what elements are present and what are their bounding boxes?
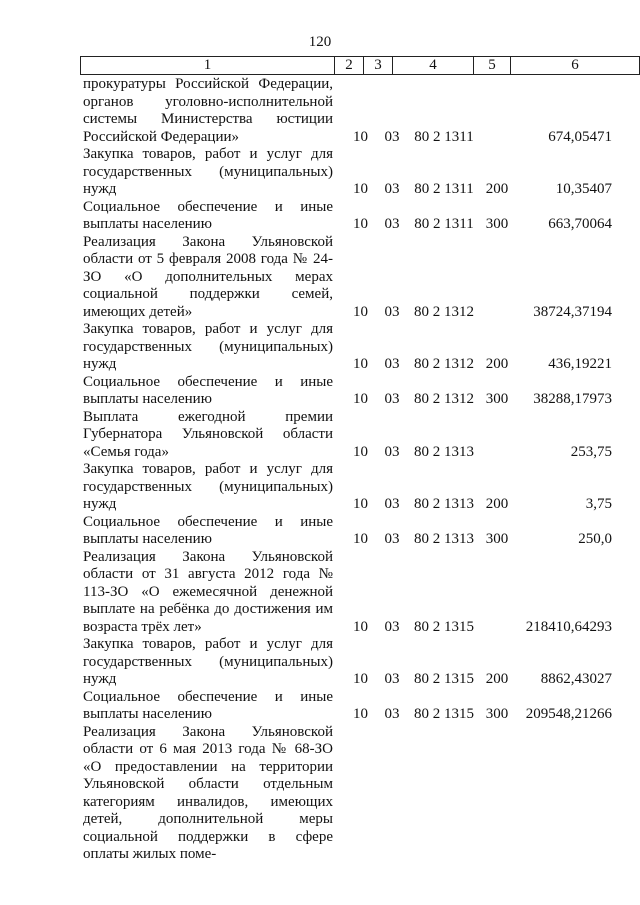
table-row xyxy=(0,461,640,514)
row-section: 10 xyxy=(353,181,368,197)
row-section: 10 xyxy=(353,216,368,232)
row-description: Социальное обеспечение и иные выплаты населению xyxy=(83,198,333,232)
row-description: Закупка товаров, работ и услуг для государственных (муниципальных) нужд xyxy=(83,461,333,512)
row-subsection: 03 xyxy=(384,216,400,232)
table-row xyxy=(0,409,640,462)
row-amount: 10,35407 xyxy=(555,181,612,197)
row-description: Реализация Закона Ульяновской области от 31 августа 2012 года № 113-ЗО «О ежемесячной денежной выплате на ребёнка до достижения им возраста трёх лет» xyxy=(83,548,333,635)
row-target-article: 80 2 1315 xyxy=(414,618,474,635)
row-section: 10 xyxy=(353,303,368,320)
table-row xyxy=(0,146,640,199)
row-target-article: 80 2 1311 xyxy=(414,181,474,197)
header-col-2: 2 xyxy=(335,57,364,75)
row-amount: 209548,21266 xyxy=(525,706,612,722)
header-col-6: 6 xyxy=(511,57,640,75)
row-section: 10 xyxy=(353,706,368,722)
row-expense-type: 200 xyxy=(485,671,509,687)
row-subsection: 03 xyxy=(384,128,400,145)
table-row xyxy=(0,549,640,637)
table-row xyxy=(0,724,640,864)
row-amount: 3,75 xyxy=(585,496,612,512)
row-amount: 674,05471 xyxy=(548,128,612,145)
row-amount: 218410,64293 xyxy=(525,618,612,635)
row-subsection: 03 xyxy=(384,706,400,722)
row-description: Реализация Закона Ульяновской области от 5 февраля 2008 года № 24-ЗО «О дополнительных мерах социальной поддержки семей, имеющих детей» xyxy=(83,233,333,320)
row-subsection: 03 xyxy=(384,618,400,635)
row-target-article: 80 2 1311 xyxy=(414,216,474,232)
row-section: 10 xyxy=(353,356,368,372)
row-section: 10 xyxy=(353,443,368,460)
row-description: Социальное обеспечение и иные выплаты населению xyxy=(83,688,333,722)
row-target-article: 80 2 1315 xyxy=(414,671,474,687)
row-amount: 253,75 xyxy=(570,443,612,460)
row-expense-type: 300 xyxy=(485,391,509,407)
row-subsection: 03 xyxy=(384,531,400,547)
row-subsection: 03 xyxy=(384,443,400,460)
row-subsection: 03 xyxy=(384,303,400,320)
row-target-article: 80 2 1315 xyxy=(414,706,474,722)
row-section: 10 xyxy=(353,618,368,635)
row-description: Закупка товаров, работ и услуг для государственных (муниципальных) нужд xyxy=(83,146,333,197)
row-section: 10 xyxy=(353,391,368,407)
row-target-article: 80 2 1313 xyxy=(414,531,474,547)
row-description: Социальное обеспечение и иные выплаты населению xyxy=(83,513,333,547)
row-expense-type: 200 xyxy=(485,356,509,372)
table-header xyxy=(80,56,640,75)
row-subsection: 03 xyxy=(384,356,400,372)
row-description: Выплата ежегодной премии Губернатора Ульяновской области «Семья года» xyxy=(83,408,333,460)
row-section: 10 xyxy=(353,128,368,145)
row-amount: 663,70064 xyxy=(548,216,612,232)
table-row xyxy=(0,636,640,689)
page-number: 120 xyxy=(308,34,332,50)
row-section: 10 xyxy=(353,496,368,512)
header-col-5: 5 xyxy=(474,57,511,75)
row-expense-type: 200 xyxy=(485,496,509,512)
row-description: Реализация Закона Ульяновской области от 6 мая 2013 года № 68-ЗО «О предоставлении на территории Ульяновской области отдельным категориям инвалидов, имеющих детей, дополнительной меры социальной поддержки в сфере оплаты жилых поме- xyxy=(83,723,333,862)
table-row xyxy=(0,689,640,724)
row-amount: 250,0 xyxy=(578,531,612,547)
row-subsection: 03 xyxy=(384,391,400,407)
table-row xyxy=(0,76,640,146)
row-target-article: 80 2 1312 xyxy=(414,303,474,320)
header-col-4: 4 xyxy=(393,57,474,75)
table-row xyxy=(0,234,640,322)
row-expense-type: 300 xyxy=(485,216,509,232)
table-body xyxy=(0,76,640,864)
header-col-1: 1 xyxy=(81,57,335,75)
row-description: Закупка товаров, работ и услуг для государственных (муниципальных) нужд xyxy=(83,636,333,687)
row-target-article: 80 2 1311 xyxy=(414,128,474,145)
table-row xyxy=(0,321,640,374)
table-row xyxy=(0,374,640,409)
row-subsection: 03 xyxy=(384,181,400,197)
row-target-article: 80 2 1313 xyxy=(414,443,474,460)
row-expense-type: 200 xyxy=(485,181,509,197)
row-subsection: 03 xyxy=(384,671,400,687)
row-description: Социальное обеспечение и иные выплаты населению xyxy=(83,373,333,407)
row-expense-type: 300 xyxy=(485,706,509,722)
row-amount: 38288,17973 xyxy=(533,391,612,407)
row-description: прокуратуры Российской Федерации, органов уголовно-исполнительной системы Министерства юстиции Российской Федерации» xyxy=(83,76,333,145)
row-target-article: 80 2 1313 xyxy=(414,496,474,512)
row-section: 10 xyxy=(353,671,368,687)
row-subsection: 03 xyxy=(384,496,400,512)
row-description: Закупка товаров, работ и услуг для государственных (муниципальных) нужд xyxy=(83,321,333,372)
row-target-article: 80 2 1312 xyxy=(414,391,474,407)
header-col-3: 3 xyxy=(364,57,393,75)
row-amount: 436,19221 xyxy=(548,356,612,372)
table-row xyxy=(0,199,640,234)
row-amount: 38724,37194 xyxy=(533,303,612,320)
table-row xyxy=(0,514,640,549)
row-expense-type: 300 xyxy=(485,531,509,547)
row-section: 10 xyxy=(353,531,368,547)
row-target-article: 80 2 1312 xyxy=(414,356,474,372)
row-amount: 8862,43027 xyxy=(540,671,612,687)
